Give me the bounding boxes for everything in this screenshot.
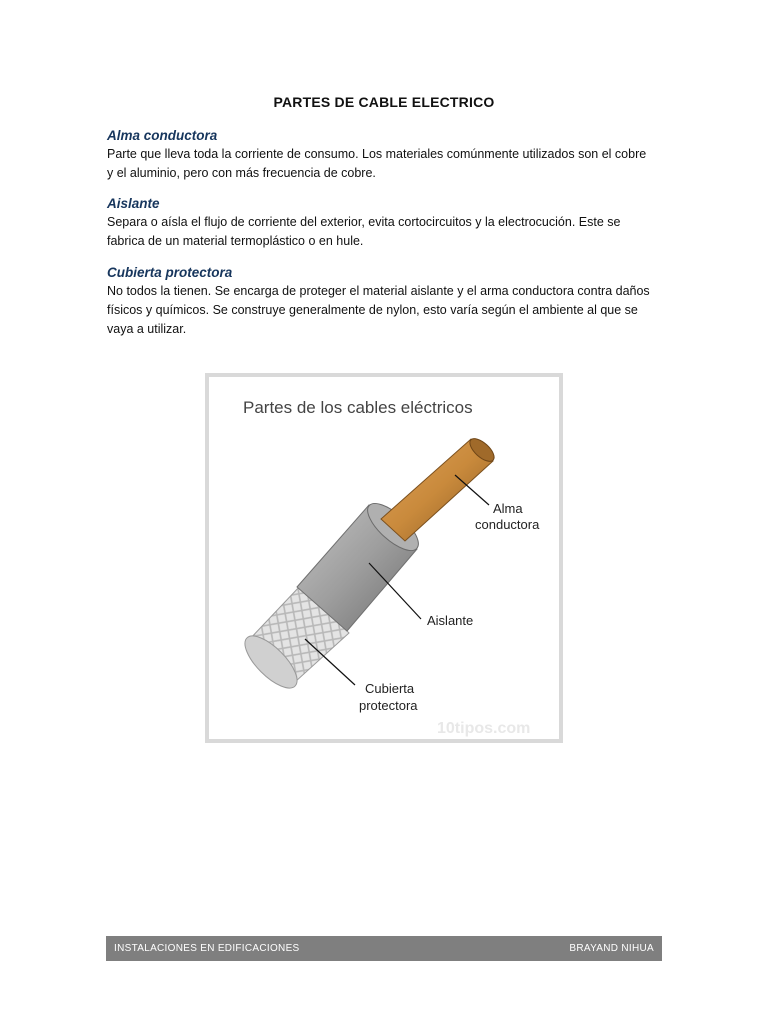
section-aislante (107, 195, 667, 251)
section-cubierta-protectora (107, 264, 667, 339)
section-text-line: físicos y químicos. Se construye generalmente de nylon, esto varía según el ambiente al que se (107, 303, 638, 317)
figure-title: Partes de los cables eléctricos (243, 398, 473, 417)
label-aislante: Aislante (427, 613, 474, 628)
section-text-line: y el aluminio, pero con más frecuencia de cobre. (107, 166, 376, 180)
figure-watermark: 10tipos.com (437, 720, 531, 737)
section-alma-conductora (107, 127, 667, 183)
label-alma-line2: conductora (475, 517, 540, 532)
cable-diagram-figure (205, 373, 563, 743)
section-text-line: fabrica de un material termoplástico o en hule. (107, 234, 364, 248)
section-heading: Cubierta protectora (107, 265, 233, 280)
section-heading: Aislante (107, 196, 160, 211)
section-text-line: Parte que lleva toda la corriente de consumo. Los materiales comúnmente utilizados son el cobre (107, 147, 647, 161)
section-text-line: vaya a utilizar. (107, 322, 187, 336)
page-title: PARTES DE CABLE ELECTRICO (273, 94, 495, 110)
section-text-line: Separa o aísla el flujo de corriente del exterior, evita cortocircuitos y la electrocución. Este se (107, 215, 621, 229)
section-text-line: No todos la tienen. Se encarga de proteger el material aislante y el arma conductora contra daños (107, 284, 650, 298)
label-alma-line1: Alma (493, 501, 523, 516)
footer-left-text: INSTALACIONES EN EDIFICACIONES (114, 943, 300, 954)
cable-diagram-canvas (209, 377, 559, 739)
footer-right-text: BRAYAND NIHUA (569, 943, 654, 954)
cable-diagram-svg (209, 377, 559, 739)
label-cubierta-line1: Cubierta (365, 681, 415, 696)
section-heading: Alma conductora (107, 128, 218, 143)
page-footer (106, 936, 662, 961)
label-cubierta-line2: protectora (359, 698, 418, 713)
